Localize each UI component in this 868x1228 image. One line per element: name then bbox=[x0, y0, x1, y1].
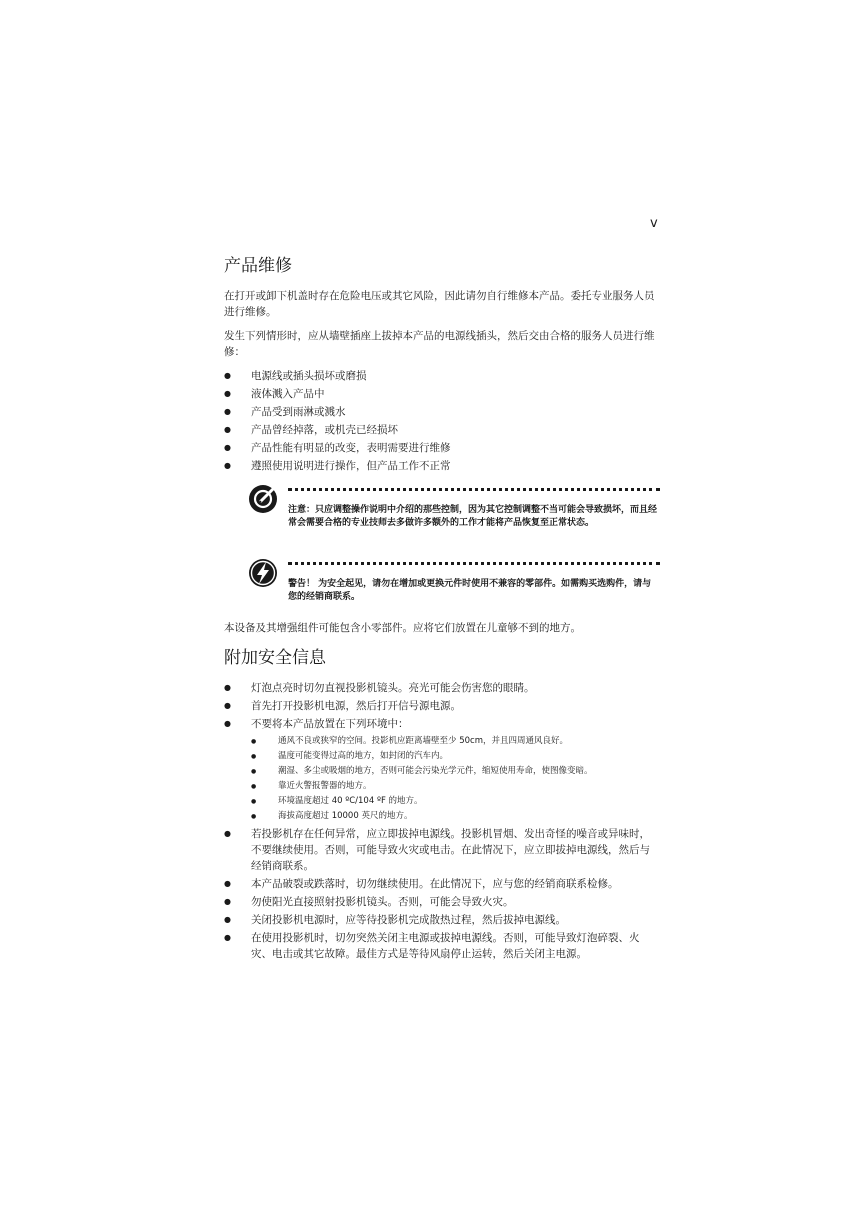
sub-list-item: ● 靠近火警报警器的地方。 bbox=[251, 779, 660, 794]
list-item: ● 产品受到雨淋或溅水 bbox=[224, 404, 660, 420]
sub-list-item: ● 温度可能变得过高的地方，如封闭的汽车内。 bbox=[251, 749, 660, 764]
list-item: ● 电源线或插头损坏或磨损 bbox=[224, 368, 660, 384]
document-body bbox=[224, 254, 660, 968]
list-item: ● 产品性能有明显的改变，表明需要进行维修 bbox=[224, 440, 660, 456]
list-item: ● 关闭投影机电源时，应等待投影机完成散热过程，然后拔掉电源线。 bbox=[224, 912, 660, 928]
sub-list-item: ● 通风不良或狭窄的空间。投影机应距离墙壁至少 50cm，并且四周通风良好。 bbox=[251, 734, 660, 749]
list-item: ● 若投影机存在任何异常，应立即拔掉电源线。投影机冒烟、发出奇怪的噪音或异味时，不要继续使用。否则，可能导致火灾或电击。在此情况下，应立即拔掉电源线，然后与经销商联系。 bbox=[224, 826, 660, 874]
list-item: ● 在使用投影机时，切勿突然关闭主电源或拔掉电源线。否则，可能导致灯泡碎裂、火灾、电击或其它故障。最佳方式是等待风扇停止运转，然后关闭主电源。 bbox=[224, 930, 660, 962]
note-callout bbox=[248, 484, 660, 548]
bullet-list bbox=[224, 680, 660, 962]
list-item bbox=[224, 716, 660, 824]
list-item: ● 产品曾经掉落，或机壳已经损坏 bbox=[224, 422, 660, 438]
list-item-text: 不要将本产品放置在下列环境中： bbox=[251, 718, 409, 730]
dotted-divider bbox=[288, 562, 660, 565]
dotted-divider bbox=[288, 488, 660, 491]
paragraph: 在打开或卸下机盖时存在危险电压或其它风险，因此请勿自行维修本产品。委托专业服务人员进行维修。 bbox=[224, 290, 655, 318]
list-item: ● 液体溅入产品中 bbox=[224, 386, 660, 402]
list-item: ● 本产品破裂或跌落时，切勿继续使用。在此情况下，应与您的经销商联系检修。 bbox=[224, 876, 660, 892]
note-text: 注意：只应调整操作说明中介绍的那些控制，因为其它控制调整不当可能会导致损坏，而且经常会需要合格的专业技师去多做许多额外的工作才能将产品恢复至正常状态。 bbox=[288, 505, 658, 528]
section-additional-safety bbox=[224, 646, 660, 962]
paragraph: 发生下列情形时，应从墙壁插座上拔掉本产品的电源线插头，然后交由合格的服务人员进行维修： bbox=[224, 330, 655, 358]
warning-callout bbox=[248, 558, 660, 612]
lightning-warning-icon bbox=[248, 558, 278, 588]
sub-list-item: ● 潮湿、多尘或吸烟的地方，否则可能会污染光学元件，缩短使用寿命，使图像变暗。 bbox=[251, 764, 660, 779]
bullet-list bbox=[224, 368, 660, 474]
sub-list-item: ● 环境温度超过 40 ºC/104 ºF 的地方。 bbox=[251, 794, 660, 809]
list-item: ● 勿使阳光直接照射投影机镜头。否则，可能会导致火灾。 bbox=[224, 894, 660, 910]
paragraph: 本设备及其增强组件可能包含小零部件。应将它们放置在儿童够不到的地方。 bbox=[224, 622, 581, 634]
note-pencil-icon bbox=[248, 484, 278, 514]
warning-text: 警告！ 为安全起见，请勿在增加或更换元件时使用不兼容的零部件。如需购买选购件，请与您的经销商联系。 bbox=[288, 579, 652, 602]
list-item: ● 遵照使用说明进行操作，但产品工作不正常 bbox=[224, 458, 660, 474]
section-title-product-service: 产品维修 bbox=[224, 256, 292, 276]
list-item: ● 首先打开投影机电源，然后打开信号源电源。 bbox=[224, 698, 660, 714]
list-item: ● 灯泡点亮时切勿直视投影机镜头。亮光可能会伤害您的眼睛。 bbox=[224, 680, 660, 696]
page-number: v bbox=[650, 216, 658, 231]
sub-list-item: ● 海拔高度超过 10000 英尺的地方。 bbox=[251, 809, 660, 824]
section-title-additional-safety: 附加安全信息 bbox=[224, 648, 326, 668]
sub-bullet-list bbox=[251, 734, 660, 824]
